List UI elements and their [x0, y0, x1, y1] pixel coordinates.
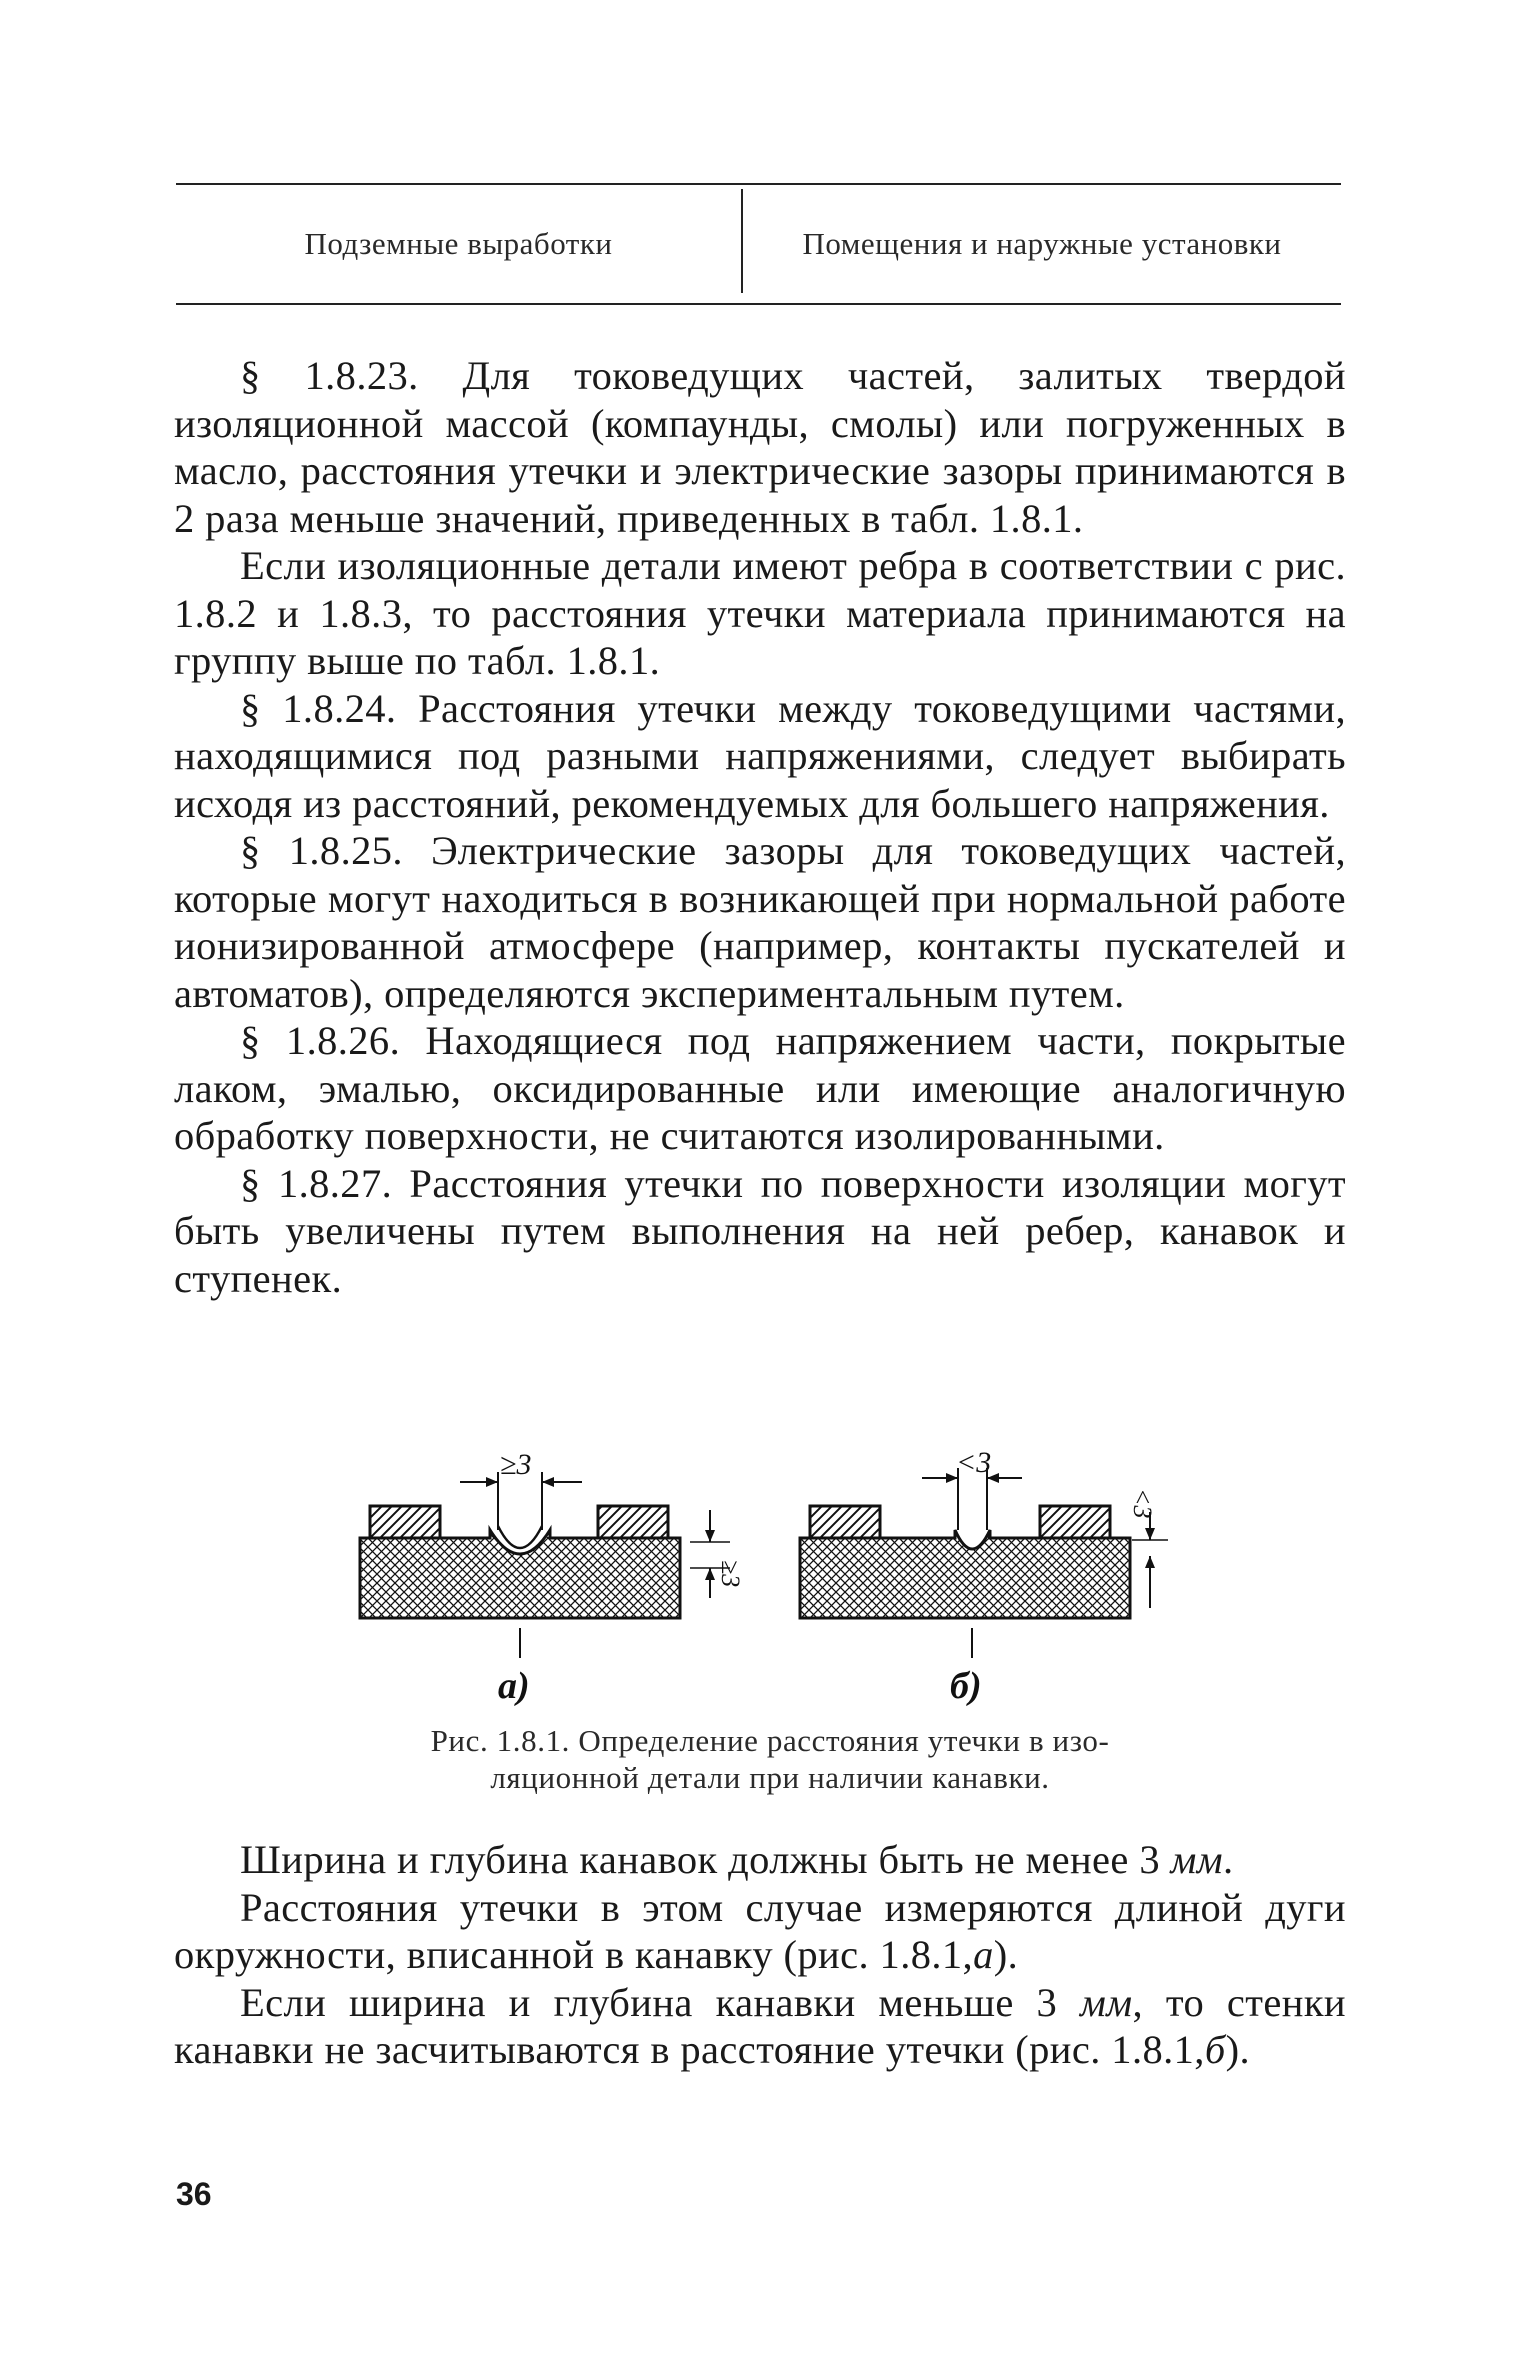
- caption-line-1: Рис. 1.8.1. Определение расстояния утечки в изо-: [430, 1723, 1110, 1758]
- body-text-top: [174, 352, 1346, 1302]
- arc-length-end: ).: [993, 1932, 1019, 1977]
- groove-size-text: Ширина и глубина канавок должны быть не менее 3: [240, 1837, 1171, 1882]
- paragraph-1-8-25: § 1.8.25. Электрические зазоры для токоведущих частей, которые могут находиться в возникающей при нормальной работе ионизированной атмосфере (например, контакты пускателей и автоматов), определяются экспериментальным путем.: [174, 828, 1346, 1016]
- paragraph-small-groove: [174, 1979, 1346, 2074]
- paragraph-1-8-23: § 1.8.23. Для токоведущих частей, залитых твердой изоляционной массой (компаунды, смолы) или погруженных в масло, расстояния утечки и электрические зазоры принимаются в 2 раза меньше значений, приведенных в табл. 1.8.1.: [174, 353, 1346, 541]
- groove-size-unit: мм: [1170, 1837, 1223, 1882]
- page-number: 36: [176, 2176, 212, 2212]
- figure-b-conductor-right: [1040, 1506, 1110, 1538]
- arc-length-ref: а: [973, 1932, 994, 1977]
- small-groove-mid: , то стенки канавки не засчитываются в расстояние утечки (рис. 1.8.1,: [174, 1979, 1346, 2072]
- figure-a-conductor-right: [598, 1506, 668, 1538]
- small-groove-ref: б: [1204, 2027, 1226, 2072]
- groove-size-end: .: [1223, 1837, 1234, 1882]
- figure-a: [360, 1448, 745, 1707]
- header-right-cell: Помещения и наружные установки: [802, 226, 1282, 261]
- paragraph-ribs: Если изоляционные детали имеют ребра в соответствии с рис. 1.8.2 и 1.8.3, то расстояния утечки материала принимаются на группу выше по табл. 1.8.1.: [174, 543, 1346, 683]
- figure-b-depth-label: <3: [1128, 1488, 1157, 1519]
- figure-1-8-1: [350, 1448, 1190, 1708]
- running-header: [176, 183, 1341, 305]
- small-groove-text: Если ширина и глубина канавки меньше 3: [240, 1979, 1081, 2025]
- figure-b-label: б): [950, 1665, 982, 1707]
- figure-caption: [330, 1722, 1210, 1796]
- figure-b-insulator: [800, 1530, 1130, 1618]
- figure-a-width-label: ≥3: [500, 1448, 532, 1481]
- paragraph-1-8-27: § 1.8.27. Расстояния утечки по поверхности изоляции могут быть увеличены путем выполнения на ней ребер, канавок и ступенек.: [174, 1160, 1346, 1301]
- paragraph-1-8-26: § 1.8.26. Находящиеся под напряжением части, покрытые лаком, эмалью, оксидированные или имеющие аналогичную обработку поверхности, не считаются изолированными.: [174, 1018, 1346, 1158]
- small-groove-end: ).: [1225, 2027, 1251, 2072]
- figure-a-label: а): [498, 1665, 530, 1707]
- header-left-cell: Подземные выработки: [304, 226, 613, 261]
- paragraph-1-8-24: § 1.8.24. Расстояния утечки между токоведущими частями, находящимися под разными напряжениями, следует выбирать исходя из расстояний, рекомендуемых для большего напряжения.: [174, 685, 1346, 826]
- body-text-bottom: [174, 1836, 1346, 2074]
- paragraph-groove-size: [174, 1836, 1346, 1884]
- figure-a-conductor-left: [370, 1506, 440, 1538]
- figure-b-width-label: <3: [956, 1448, 992, 1479]
- figure-a-depth-label: ≥3: [716, 1560, 745, 1588]
- caption-line-2: ляционной детали при наличии канавки.: [490, 1760, 1050, 1795]
- small-groove-unit: мм: [1080, 1979, 1133, 2025]
- figure-b: [800, 1448, 1168, 1707]
- paragraph-arc-length: [174, 1884, 1346, 1979]
- arc-length-text: Расстояния утечки в этом случае измеряются длиной дуги окружности, вписанной в канавку (рис. 1.8.1,: [174, 1884, 1346, 1977]
- figure-drawing: [350, 1448, 1190, 1708]
- figure-b-conductor-left: [810, 1506, 880, 1538]
- figure-a-insulator: [360, 1530, 680, 1618]
